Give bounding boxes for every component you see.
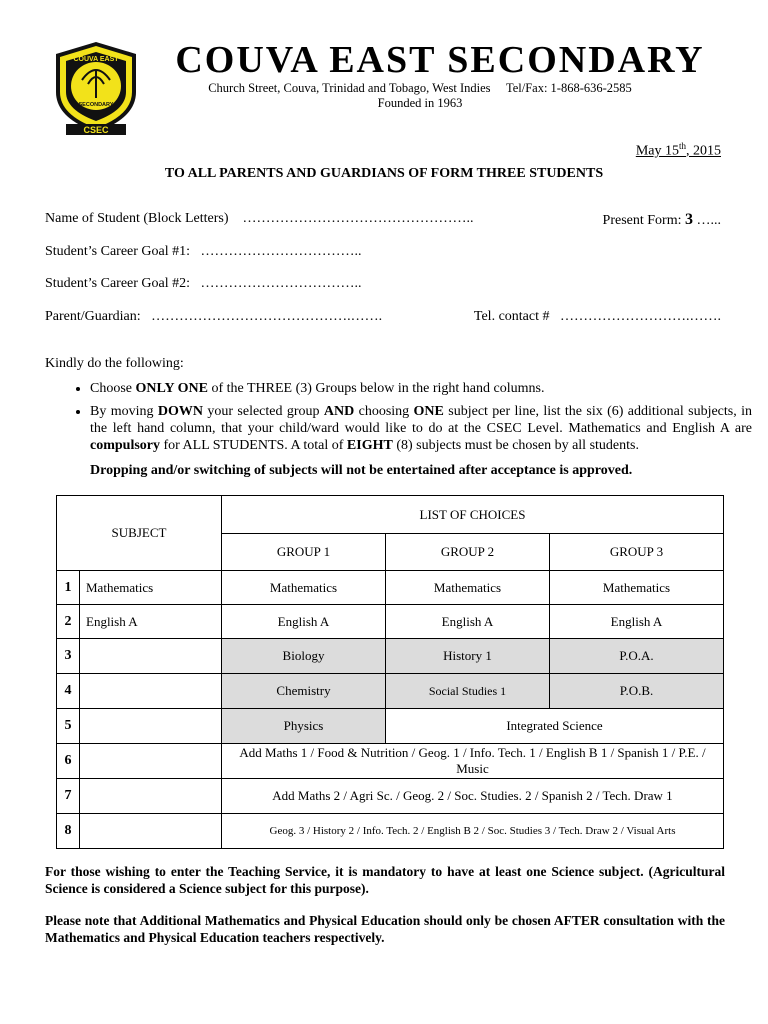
subject-cell[interactable]: English A bbox=[80, 605, 222, 639]
subject-cell[interactable]: Mathematics bbox=[80, 571, 222, 605]
table-row bbox=[57, 605, 724, 639]
subject-cell[interactable] bbox=[80, 709, 222, 744]
subject-cell[interactable] bbox=[80, 779, 222, 814]
all-groups-cell: Geog. 3 / History 2 / Info. Tech. 2 / English B 2 / Soc. Studies 3 / Tech. Draw 2 / Visual Arts bbox=[222, 814, 724, 849]
student-name-blank[interactable]: ………………………………………….. bbox=[242, 211, 474, 226]
parent-guardian-field[interactable] bbox=[45, 309, 382, 325]
row-number: 8 bbox=[57, 814, 80, 849]
group-1-cell: Biology bbox=[222, 639, 386, 674]
career-goal-2-label: Student’s Career Goal #2: bbox=[45, 276, 191, 291]
row-number: 1 bbox=[57, 571, 80, 605]
row-number: 3 bbox=[57, 639, 80, 674]
career-goal-2-blank[interactable]: …………………………….. bbox=[200, 276, 362, 291]
group-3-header: GROUP 3 bbox=[550, 534, 724, 571]
tel-contact-blank[interactable]: ……………………….……. bbox=[560, 309, 721, 324]
group-1-header: GROUP 1 bbox=[222, 534, 386, 571]
group-1-cell: Physics bbox=[222, 709, 386, 744]
school-name: COUVA EAST SECONDARY bbox=[175, 39, 705, 81]
all-groups-cell: Add Maths 1 / Food & Nutrition / Geog. 1 / Info. Tech. 1 / English B 1 / Spanish 1 / P.E. / Music bbox=[222, 744, 724, 779]
date-suffix: th bbox=[678, 141, 686, 151]
group-2-header: GROUP 2 bbox=[386, 534, 550, 571]
group-2-cell: Social Studies 1 bbox=[386, 674, 550, 709]
school-crest-logo bbox=[52, 40, 140, 136]
parent-guardian-label: Parent/Guardian: bbox=[45, 309, 141, 324]
letter-date bbox=[636, 141, 721, 160]
address-text: Church Street, Couva, Trinidad and Tobago, West Indies bbox=[208, 81, 491, 95]
instruction-item-2: • By moving DOWN your selected group AND choosing ONE subject per line, list the six (6) additional subjects, in the left hand column, that your child/ward would like to do at the CSEC Level. Mathematics and English A are compulsory for ALL STUDENTS. A total of EIGHT (8) subjects must be chosen by all students. bbox=[90, 403, 752, 454]
instruction-item-1: • Choose ONLY ONE of the THREE (3) Groups below in the right hand columns. bbox=[90, 380, 752, 397]
present-form-blank: …... bbox=[696, 213, 721, 228]
group-2-3-cell: Integrated Science bbox=[386, 709, 724, 744]
tel-contact-field[interactable] bbox=[474, 309, 721, 325]
group-1-cell: English A bbox=[222, 605, 386, 639]
group-3-cell: English A bbox=[550, 605, 724, 639]
subject-cell[interactable] bbox=[80, 639, 222, 674]
table-row bbox=[57, 779, 724, 814]
row-number: 4 bbox=[57, 674, 80, 709]
group-3-cell: Mathematics bbox=[550, 571, 724, 605]
date-year: , 2015 bbox=[686, 143, 721, 159]
row-number: 2 bbox=[57, 605, 80, 639]
school-address bbox=[160, 81, 680, 111]
warning-text: Dropping and/or switching of subjects will not be entertained after acceptance is approved. bbox=[90, 463, 633, 478]
table-row bbox=[57, 674, 724, 709]
instruction-list bbox=[62, 380, 752, 460]
present-form-field[interactable] bbox=[603, 211, 721, 229]
consultation-note: Please note that Additional Mathematics and Physical Education should only be chosen AFTER consultation with the Mathematics and Physical Education teachers respectively. bbox=[45, 913, 725, 945]
present-form-label: Present Form: bbox=[602, 213, 682, 228]
present-form-value[interactable]: 3 bbox=[685, 211, 693, 228]
career-goal-1-field[interactable] bbox=[45, 244, 362, 260]
subject-cell[interactable] bbox=[80, 814, 222, 849]
table-row bbox=[57, 814, 724, 849]
student-name-field[interactable] bbox=[45, 211, 474, 227]
all-groups-cell: Add Maths 2 / Agri Sc. / Geog. 2 / Soc. Studies. 2 / Spanish 2 / Tech. Draw 1 bbox=[222, 779, 724, 814]
group-3-cell: P.O.A. bbox=[550, 639, 724, 674]
row-number: 6 bbox=[57, 744, 80, 779]
svg-text:COUVA EAST: COUVA EAST bbox=[73, 56, 119, 63]
group-1-cell: Chemistry bbox=[222, 674, 386, 709]
telfax-text: Tel/Fax: 1-868-636-2585 bbox=[505, 81, 632, 95]
student-name-label: Name of Student (Block Letters) bbox=[45, 211, 229, 226]
career-goal-2-field[interactable] bbox=[45, 276, 362, 292]
svg-text:CSEC: CSEC bbox=[83, 125, 109, 135]
list-of-choices-header: LIST OF CHOICES bbox=[222, 496, 724, 534]
subject-choices-table bbox=[56, 495, 724, 849]
date-day: May 15 bbox=[635, 143, 679, 159]
career-goal-1-blank[interactable]: …………………………….. bbox=[200, 244, 362, 259]
tel-contact-label: Tel. contact # bbox=[473, 309, 550, 324]
founded-text: Founded in 1963 bbox=[377, 96, 463, 110]
table-row bbox=[57, 639, 724, 674]
subject-cell[interactable] bbox=[80, 744, 222, 779]
group-2-cell: English A bbox=[386, 605, 550, 639]
group-2-cell: Mathematics bbox=[386, 571, 550, 605]
table-row bbox=[57, 744, 724, 779]
subject-header: SUBJECT bbox=[57, 496, 222, 571]
group-1-cell: Mathematics bbox=[222, 571, 386, 605]
table-header-row bbox=[57, 496, 724, 534]
subject-cell[interactable] bbox=[80, 674, 222, 709]
letter-heading: TO ALL PARENTS AND GUARDIANS OF FORM THREE STUDENTS bbox=[164, 166, 604, 181]
group-2-cell: History 1 bbox=[386, 639, 550, 674]
teaching-service-note: For those wishing to enter the Teaching Service, it is mandatory to have at least one Science subject. (Agricultural Science is considered a Science subject for this purpose). bbox=[45, 864, 725, 896]
group-3-cell: P.O.B. bbox=[550, 674, 724, 709]
parent-guardian-blank[interactable]: …………………………………….……. bbox=[151, 309, 383, 324]
svg-text:SECONDARY: SECONDARY bbox=[78, 102, 114, 108]
instructions-intro: Kindly do the following: bbox=[45, 356, 184, 371]
table-row bbox=[57, 571, 724, 605]
row-number: 5 bbox=[57, 709, 80, 744]
career-goal-1-label: Student’s Career Goal #1: bbox=[45, 244, 191, 259]
row-number: 7 bbox=[57, 779, 80, 814]
table-row bbox=[57, 709, 724, 744]
